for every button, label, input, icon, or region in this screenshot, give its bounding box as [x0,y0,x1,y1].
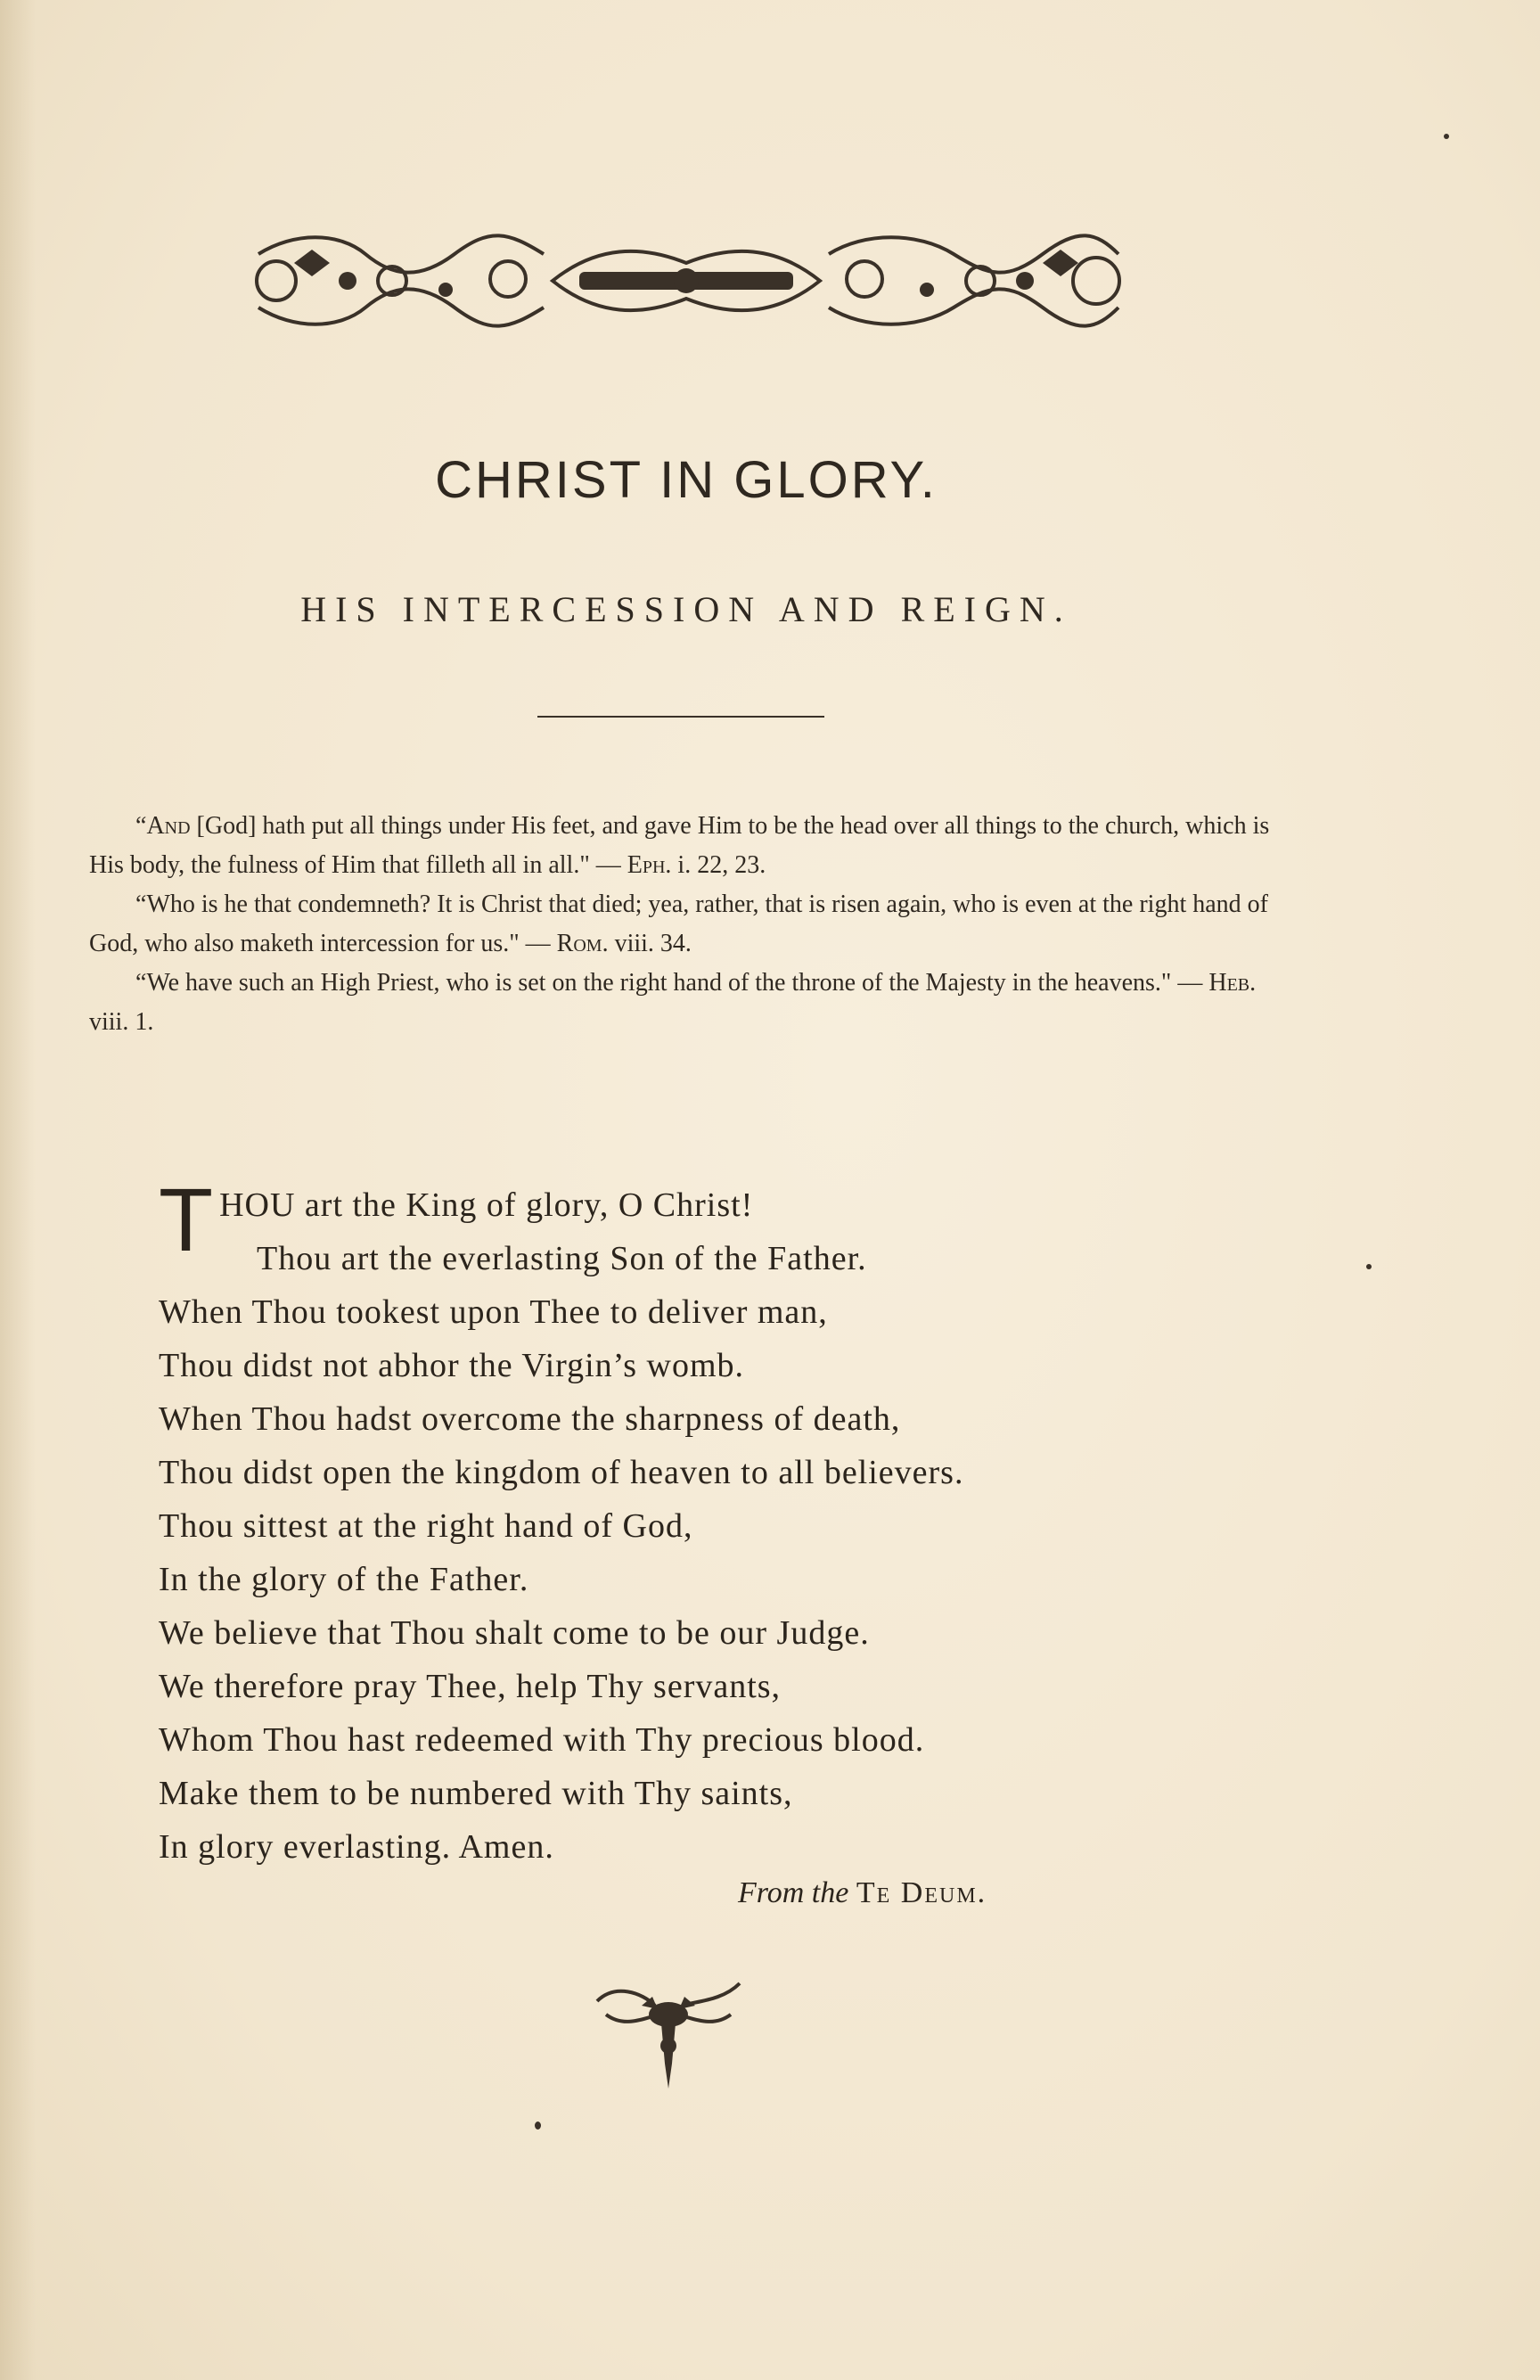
divider-rule [537,716,824,718]
attribution [738,1876,987,1910]
hymn-line: Whom Thou hast redeemed with Thy precious blood. [159,1721,925,1759]
epigraph-eph: “And [God] hath put all things under His feet, and gave Him to be the head over all things to the church, which is His body, the fulness of Him that filleth all in all." — Eph. i. 22, 23. [89,812,1270,879]
epigraph-text: We have such an High Priest, who is set on the right hand of the throne of the Majesty in the heavens." — [146,969,1209,997]
page-subtitle: HIS INTERCESSION AND REIGN. [300,589,1072,629]
hymn-line: HOU art the King of glory, O Christ! [219,1186,754,1224]
epigraph-text: Who is he that condemneth? It is Christ that died; yea, rather, that is risen again, who is even at the right hand of God, who also maketh intercession for us." — [89,890,1268,957]
drop-cap: T [159,1170,215,1270]
ornamental-tailpiece [588,1974,749,2095]
scripture-ref-book: Rom. [556,930,609,957]
hymn-line: Thou didst not abhor the Virgin’s womb. [159,1347,745,1384]
hymn-line: We therefore pray Thee, help Thy servants, [159,1668,782,1705]
epigraph-text: [God] hath put all things under His feet, and gave Him to be the head over all things to the church, which is His body, the fulness of Him that filleth all in all." — [89,812,1270,879]
scripture-ref-verse: viii. 34. [608,930,692,957]
epigraph-block [89,807,1274,1042]
epigraph-lead-word: And [146,812,191,840]
scripture-ref-verse: viii. 1. [89,1008,154,1036]
attribution-work: Te Deum. [856,1876,987,1909]
hymn-line: Thou art the everlasting Son of the Father. [257,1240,867,1277]
print-speck [1444,134,1449,139]
print-speck [1366,1264,1372,1269]
hymn-line: In glory everlasting. Amen. [159,1828,554,1866]
hymn-text [159,1170,1273,1874]
ornamental-headpiece [241,227,1132,334]
hymn-line: Thou didst open the kingdom of heaven to all believers. [159,1454,964,1491]
epigraph-heb: “We have such an High Priest, who is set on the right hand of the throne of the Majesty in the heavens." — Heb. viii. 1. [89,969,1257,1036]
hymn-line: Make them to be numbered with Thy saints, [159,1775,793,1812]
scripture-ref-book: Heb. [1208,969,1257,997]
print-speck [535,2121,541,2130]
scripture-ref-book: Eph. [627,851,672,879]
hymn-line: When Thou hadst overcome the sharpness of death, [159,1400,901,1438]
attribution-source: From the [738,1876,849,1909]
hymn-line: In the glory of the Father. [159,1561,529,1598]
scripture-ref-verse: i. 22, 23. [671,851,766,879]
page-title: CHRIST IN GLORY. [435,451,938,509]
epigraph-rom: “Who is he that condemneth? It is Christ that died; yea, rather, that is risen again, who is even at the right hand of God, who also maketh intercession for us." — Rom. viii. 34. [89,890,1268,957]
hymn-line: We believe that Thou shalt come to be our Judge. [159,1614,870,1652]
hymn-line: When Thou tookest upon Thee to deliver man, [159,1293,828,1331]
hymn-line: Thou sittest at the right hand of God, [159,1507,693,1545]
